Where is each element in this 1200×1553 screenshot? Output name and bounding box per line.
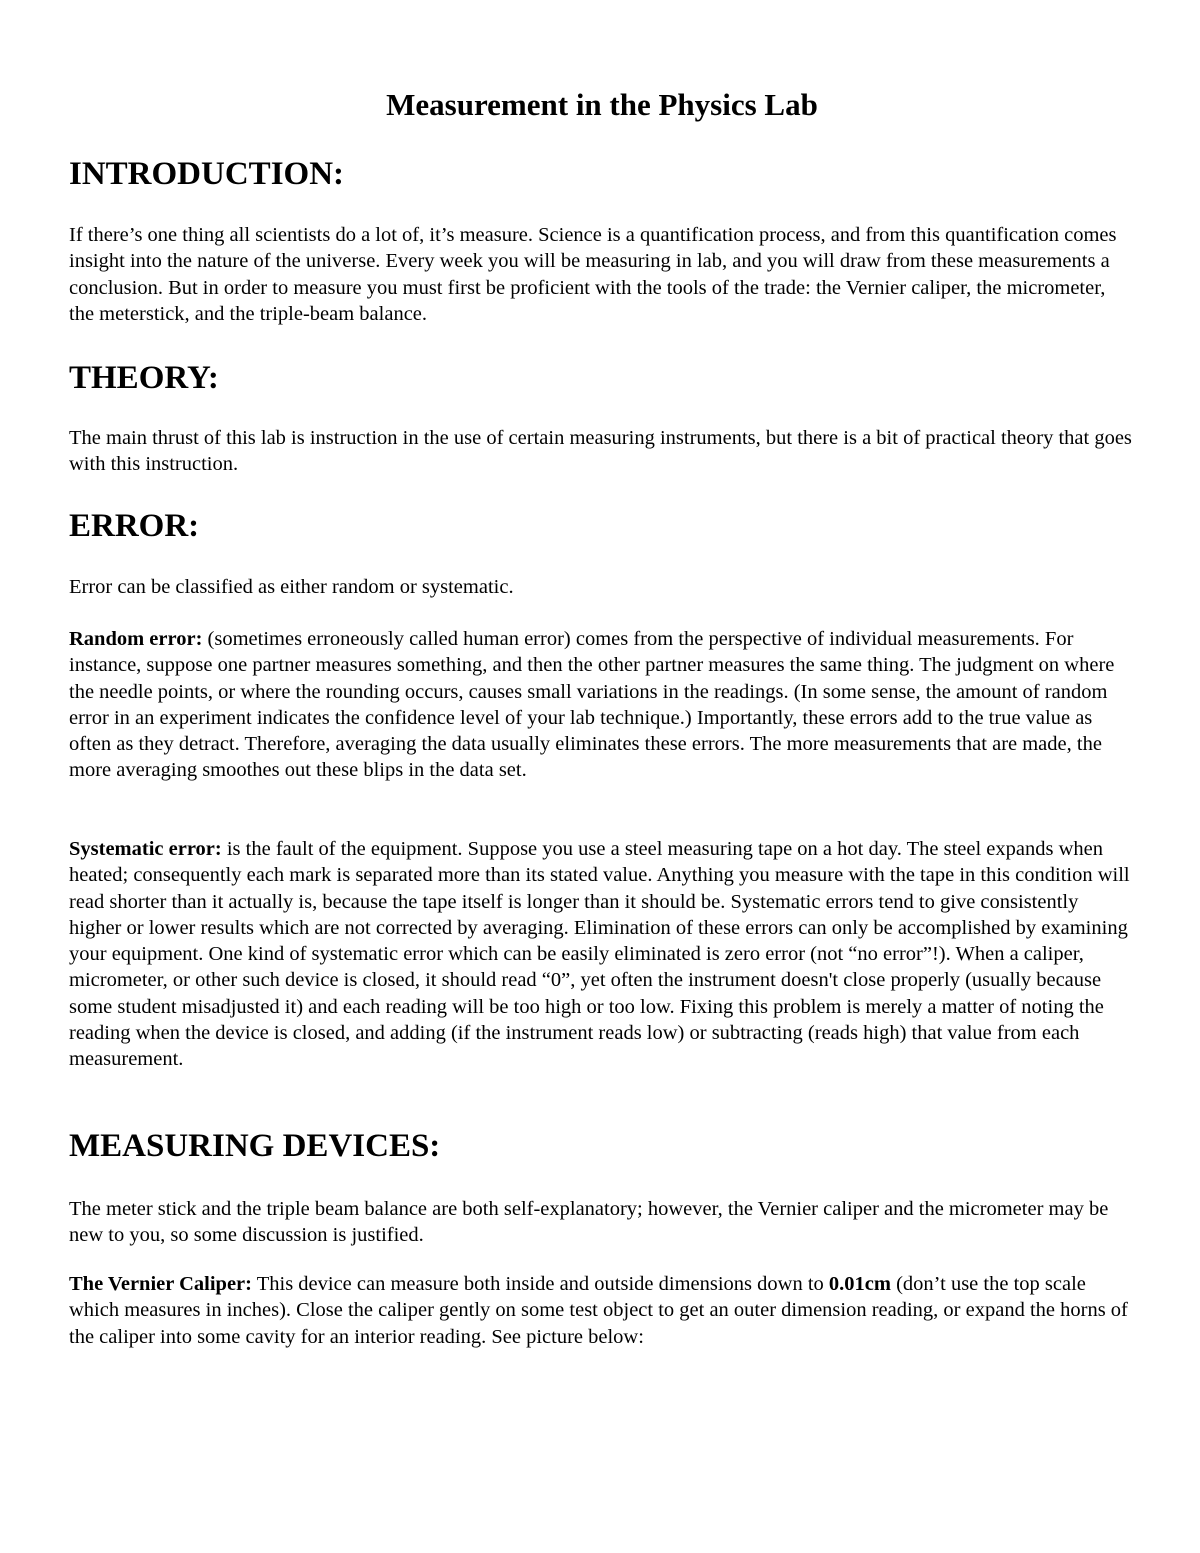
document-title: Measurement in the Physics Lab (386, 87, 818, 122)
error-heading: ERROR: (69, 508, 200, 544)
introduction-heading: INTRODUCTION: (69, 156, 345, 192)
vernier-caliper-label: The Vernier Caliper: (69, 1273, 252, 1295)
theory-paragraph: The main thrust of this lab is instruction in the use of certain measuring instruments, but there is a bit of practical theory that goes with this instruction. (69, 427, 1132, 476)
vernier-caliper-text-1: This device can measure both inside and outside dimensions down to (251, 1273, 829, 1295)
error-intro-paragraph: Error can be classified as either random or systematic. (69, 576, 514, 598)
systematic-error-text: is the fault of the equipment. Suppose you use a steel measuring tape on a hot day. The steel expands when heated; consequently each mark is separated more than its stated value. Anything you measure with the tape in this condition will read shorter than it actually is, because the tape itself is longer than it should be. Systematic errors tend to give consistently higher or lower results which are not corrected by averaging. Elimination of these errors can only be accomplished by examining your equipment. One kind of systematic error which can be easily eliminated is zero error (not “no error”!). When a caliper, micrometer, or other such device is closed, it should read “0”, yet often the instrument doesn't close properly (usually because some student misadjusted it) and each reading will be too high or too low. Fixing this problem is merely a matter of noting the reading when the device is closed, and adding (if the instrument reads low) or subtracting (reads high) that value from each measurement. (69, 838, 1130, 1071)
vernier-caliper-text-2: (don’t use the top scale which measures in inches). Close the caliper gently on some test object to get an outer dimension reading, or expand the horns of the caliper into some cavity for an interior reading. See picture below: (69, 1273, 1128, 1348)
measuring-devices-heading: MEASURING DEVICES: (69, 1128, 441, 1164)
systematic-error-paragraph (69, 836, 1135, 1073)
random-error-label: Random error: (69, 628, 203, 650)
random-error-text: (sometimes erroneously called human error) comes from the perspective of individual measurements. For instance, suppose one partner measures something, and then the other partner measures the same thing. The judgment on where the needle points, or where the rounding occurs, causes small variations in the readings. (In some sense, the amount of random error in an experiment indicates the confidence level of your lab technique.) Importantly, these errors add to the true value as often as they detract. Therefore, averaging the data usually eliminates these errors. The more measurements that are made, the more averaging smoothes out these blips in the data set. (69, 628, 1115, 782)
random-error-paragraph (69, 626, 1135, 784)
measuring-devices-intro-paragraph: The meter stick and the triple beam balance are both self-explanatory; however, the Vernier caliper and the micrometer may be new to you, so some discussion is justified. (69, 1198, 1109, 1247)
vernier-caliper-paragraph (69, 1271, 1135, 1350)
vernier-caliper-resolution: 0.01cm (828, 1273, 891, 1295)
introduction-paragraph: If there’s one thing all scientists do a lot of, it’s measure. Science is a quantification process, and from this quantification comes insight into the nature of the universe. Every week you will be measuring in lab, and you will draw from these measurements a conclusion. But in order to measure you must first be proficient with the tools of the trade: the Vernier caliper, the micrometer, the meterstick, and the triple-beam balance. (69, 224, 1117, 325)
theory-heading: THEORY: (69, 360, 219, 396)
systematic-error-label: Systematic error: (69, 838, 222, 860)
